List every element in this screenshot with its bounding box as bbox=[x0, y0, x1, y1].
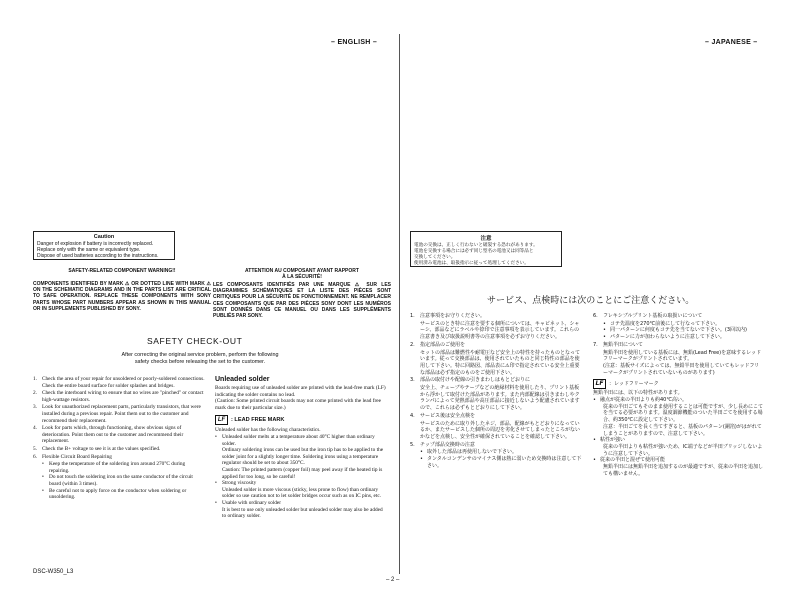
list-item: 2. Check the interboard wiring to ensure that no wires are "pinched" or contact high-wattage resistors. bbox=[33, 390, 204, 403]
unleaded-para: (Caution: Some printed circuit boards may not come printed with the lead free mark due to their particular size.) bbox=[215, 398, 381, 411]
sub-item: • 融点が従来の半田よりも約40℃高い。 bbox=[593, 397, 763, 404]
unleaded-title: Unleaded solder bbox=[215, 376, 270, 383]
caution-line-ja: 使用済み電池は、取扱指示に従って処理してください。 bbox=[414, 261, 529, 266]
sub-item: • 取外した部品は再使用しないで下さい。 bbox=[420, 449, 582, 456]
safety-warning-english bbox=[33, 268, 211, 312]
service-title-ja: サービス、点検時には次のことにご注意ください。 bbox=[487, 296, 695, 306]
caution-line-ja: 電池の交換は、正しく行わないと破裂する恐れがあります。 bbox=[414, 243, 538, 248]
item7-text: 無鉛半田を使用している基板には、無鉛(Lead Free)を意味するレッドフリーマークがプリントされています。 bbox=[603, 349, 762, 363]
safety-warning-french bbox=[213, 268, 391, 319]
safety-checkout-title: SAFETY CHECK-OUT bbox=[147, 336, 243, 346]
unleaded-solder-section bbox=[215, 376, 388, 520]
safety-checklist bbox=[33, 376, 205, 502]
list-item: 7. 無鉛半田について bbox=[593, 341, 643, 348]
unleaded-para: Unleaded solder has the following characteristics. bbox=[215, 427, 321, 434]
caution-box-english bbox=[33, 231, 175, 260]
sub-list bbox=[593, 321, 763, 341]
list-item: 6. フレキシブルプリント基板の取扱いについて bbox=[593, 313, 703, 319]
item7-note: (注意：基板サイズによっては、無鉛半田を使用していてもレッドフリーマークがプリントされていないものがあります) bbox=[603, 362, 760, 376]
list-item: 5. チップ部品交換時の注意 bbox=[410, 441, 475, 448]
sub-item: • Do not touch the soldering iron on the same conductor of the circuit board (within 3 times). bbox=[42, 474, 205, 487]
warning-body-fr: LES COMPOSANTS IDENTIFIÉS PAR UNE MARQUE ⚠ SUR LES DIAGRAMMES SCHÉMATIQUES ET LA LISTE DES PIÈCES SONT CRITIQUES POUR LA SÉCURITÉ DE FONCTIONNEMENT. NE REMPLACER CES COMPOSANTS QUE PAR DES PIÈCES SONY DONT LES NUMÉROS SONT DONNÉS DANS CE MANUEL OU DANS LES SUPPLÉMENTS PUBLIÉS PAR SONY. bbox=[213, 282, 391, 320]
lead-free-mark-row bbox=[215, 415, 388, 425]
caution-line-ja: 交換してください。 bbox=[414, 255, 456, 260]
sub-list bbox=[33, 461, 205, 501]
list-item: 安全上、チューブやテープなどの絶縁材料を使用したり、プリント基板から浮かして取付けた部品があります。また内部配線は引きまわしやクランパによって発熱部品や高圧部品に接近しないよう配慮されていますので、これらは必ずもとどおりにして下さい。 bbox=[420, 385, 580, 412]
caution-line-ja: 電池を交換する場合には必ず同じ型名の電池又は同等品と bbox=[414, 249, 534, 254]
list-item: サービスのために取り外したネジ、部品、配線がもとどおりになっているか、またサービスした個所の周辺を劣化させてしまったところがないかなどを点検し、安全性が確保されていることを確認して下さい。 bbox=[420, 420, 581, 440]
sub-item: • 従来の半田と混ぜて使用可能 bbox=[593, 457, 763, 464]
caution-line: Replace only with the same or equivalent type. bbox=[37, 247, 141, 253]
list-item: 4. Look for parts which, through functioning, show obvious signs of deterioration. Point them out to the customer and recommend their replacement. bbox=[33, 425, 184, 445]
bullet-text: 無鉛半田には無鉛半田を追加するのが最適ですが、従来の半田を追加しても構いません。 bbox=[603, 464, 764, 477]
list-item: 1. Check the area of your repair for unsoldered or poorly-soldered connections. Check the entire board surface for solder splashes and bridges. bbox=[33, 376, 205, 389]
list-item: 3. 部品の取付けや配線の引きまわしはもとどおりに bbox=[410, 377, 531, 384]
sub-item: • 粘性が強い bbox=[593, 437, 763, 444]
model-number: DSC-W350_L3 bbox=[33, 569, 74, 575]
unleaded-bullet: • Unleaded solder melts at a temperature about 40°C higher than ordinary solder. bbox=[215, 434, 388, 447]
sub-item: • コテ先温度を270℃前後にして行なって下さい。 bbox=[603, 321, 763, 328]
list-item: 5. Check the B+ voltage to see it is at the values specified. bbox=[33, 445, 161, 452]
sub-item: • パターンに力が加わらないように注意して下さい。 bbox=[603, 334, 763, 341]
unleaded-bullet-text: It is best to use only unleaded solder but unleaded solder may also be added to ordinary solder. bbox=[222, 506, 383, 520]
list-item: 1. 注意事項をお守りください。 bbox=[410, 313, 486, 319]
unleaded-bullet-text: Ordinary soldering irons can be used but the iron tip has to be applied to the solder joint for a slightly longer time. Soldering irons using a temperature regulator should be set to about 350°C. bbox=[222, 447, 384, 467]
lead-free-icon: LF bbox=[215, 415, 228, 425]
safety-intro bbox=[60, 352, 340, 366]
list-item: セットの部品は難燃性や耐電圧など安全上の特性を持ったものとなっています。従って交換部品は、使用されていたものと同じ特性の部品を使用して下さい。特に回路図、部品表に⚠印で指定されている安全上重要な部品は必ず指定のものをご使用下さい。 bbox=[420, 349, 581, 376]
lf-text-ja: 無鉛半田には、以下の特性があります。 bbox=[593, 390, 683, 397]
list-item: 6. Flexible Circuit Board Repairing bbox=[33, 453, 112, 460]
lead-free-icon: LF bbox=[593, 379, 606, 389]
list-item: サービスのとき特に注意を要する個所については、キャビネット、シャーシ、部品などにラベルや捺印で注意事項を表示しています。これらの注意書き及び取扱説明書等の注意事項を必ずお守りください。 bbox=[420, 320, 580, 341]
list-item: 4. サービス後は安全点検を bbox=[410, 412, 476, 419]
sub-list bbox=[410, 449, 582, 469]
service-list-ja-right bbox=[593, 313, 763, 477]
bullet-text: 従来の半田ごてもそのまま使用することは可能ですが、少し長めにこてを当てる必要があります。温度調節機能のついた半田ごてを使用する場合、約350℃に設定して下さい。 bbox=[603, 403, 764, 424]
lead-free-label: : LEAD FREE MARK bbox=[231, 417, 285, 424]
caution-line: Dispose of used batteries according to the instructions. bbox=[37, 253, 159, 259]
caution-title: Caution bbox=[93, 234, 115, 240]
list-item: 3. Look for unauthorized replacement parts, particularly transistors, that were installed during a previous repair. Point them out to the customer and recommend their replacement. bbox=[33, 404, 201, 424]
unleaded-bullet-text: Unleaded solder is more viscous (sticky, less prone to flow) than ordinary solder so use caution not to let solder bridges occur such as on IC pins, etc. bbox=[222, 486, 382, 500]
safety-intro-line: After correcting the original service problem, perform the following bbox=[121, 352, 279, 358]
page-number: – 2 – bbox=[386, 577, 400, 583]
sub-item: • 同一パターンに何度もコテ先を当てないで下さい。(3回以内) bbox=[603, 327, 763, 334]
unleaded-para: Boards requiring use of unleaded solder are printed with the lead-free mark (LF) indicating the solder contains no lead. bbox=[215, 385, 386, 398]
lead-free-mark-row-ja bbox=[593, 379, 763, 389]
caution-box-japanese bbox=[410, 231, 562, 267]
sub-item: • タンタルコンデンサのマイナス側は熱に弱いため交換時は注意して下さい。 bbox=[420, 456, 582, 469]
unleaded-caution: Caution: The printed pattern (copper foil) may peel away if the heated tip is applied for too long, so be careful! bbox=[222, 466, 383, 480]
bullet-note: 注意：半田ごてを長く当てすぎると、基板のパターン(銅箔)がはがれてしまうことがありますので、注意して下さい。 bbox=[603, 423, 762, 437]
caution-title-ja: 注意 bbox=[480, 236, 492, 242]
sub-item: • Be careful not to apply force on the conductor when soldering or unsoldering. bbox=[42, 488, 205, 501]
unleaded-bullet: • Usable with ordinary solder bbox=[215, 500, 388, 507]
unleaded-bullet: • Strong viscosity bbox=[215, 480, 388, 487]
warning-title: SAFETY-RELATED COMPONENT WARNING!! bbox=[68, 268, 176, 274]
japanese-header: – JAPANESE – bbox=[705, 39, 758, 46]
warning-title-fr-2: À LA SÉCURITÉ! bbox=[282, 274, 322, 280]
warning-body: COMPONENTS IDENTIFIED BY MARK ⚠ OR DOTTED LINE WITH MARK ⚠ ON THE SCHEMATIC DIAGRAMS AND IN THE PARTS LIST ARE CRITICAL TO SAFE OPERATION. REPLACE THESE COMPONENTS WITH SONY PARTS WHOSE PART NUMBERS APPEAR AS SHOWN IN THIS MANUAL OR IN SUPPLEMENTS PUBLISHED BY SONY. bbox=[33, 281, 211, 312]
bullet-text: 従来の半田よりも粘性が強いため、IC端子などが半田ブリッジしないように注意して下さい。 bbox=[603, 443, 763, 457]
warning-title-fr: ATTENTION AU COMPOSANT AYANT RAPPORT bbox=[245, 268, 359, 274]
sub-item: • Keep the temperature of the soldering iron around 270°C during repairing. bbox=[42, 461, 205, 474]
lead-free-label-ja: ：レッドフリーマーク bbox=[609, 380, 659, 387]
safety-intro-line: safety checks before releasing the set to the customer. bbox=[134, 359, 266, 365]
english-header: – ENGLISH – bbox=[331, 39, 378, 46]
caution-line: Danger of explosion if battery is incorrectly replaced. bbox=[37, 241, 154, 247]
column-divider bbox=[399, 34, 400, 574]
list-item: 2. 指定部品のご使用を bbox=[410, 341, 466, 348]
service-list-ja-left bbox=[410, 313, 582, 470]
